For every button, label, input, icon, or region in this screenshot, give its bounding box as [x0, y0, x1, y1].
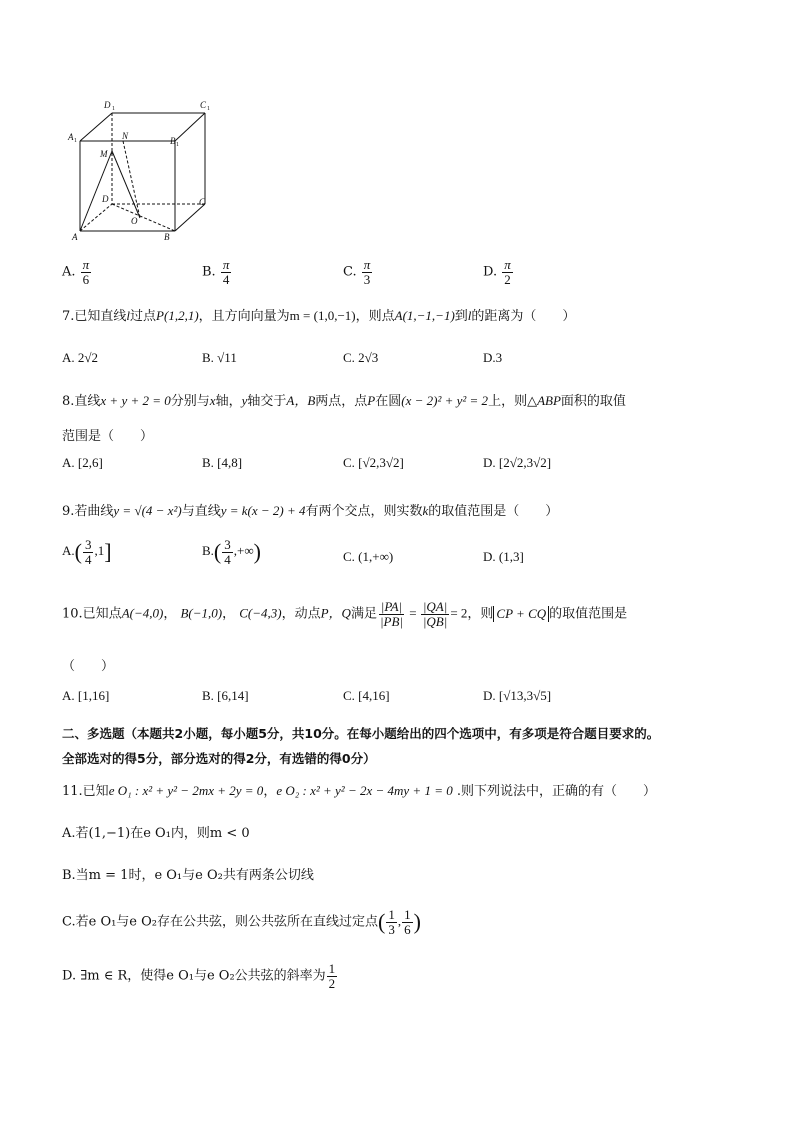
q9-line-eq: y = k(x − 2) + 4 [220, 503, 306, 518]
q9-a-den: 4 [84, 551, 92, 567]
q11-d-num: 1 [328, 961, 336, 976]
q11-circle2: e O₂ : x² + y² − 2x − 4my + 1 = 0 [276, 783, 453, 798]
q7-option-d: D.3 [483, 350, 503, 365]
q8-t7: 上，则△ [488, 394, 538, 409]
q7-l2: l [467, 308, 472, 323]
label-m: M [100, 149, 108, 159]
q11-option-a: A.若(1,−1)在e O₁内，则m < 0 [62, 826, 250, 841]
q10-f1-den: |PB| [379, 613, 403, 629]
q8-t8: 面积的取值 [560, 394, 626, 409]
q8-abp: ABP [537, 393, 561, 408]
q6-a-num: π [82, 257, 90, 272]
label-d1: D [104, 100, 111, 110]
q9-stem [62, 500, 558, 519]
q6-d-num: π [504, 257, 511, 272]
q11-option-c: C.若e O₁与e O₂存在公共弦，则公共弦所在直线过定点( $\frac{1}{3}$ , $\frac{1}{6}$ ) [62, 907, 421, 937]
q6-option-c-letter: C. [343, 264, 357, 280]
q10-eq2: = 2 [450, 605, 468, 621]
q8-t4: 轴交于 [247, 394, 287, 409]
q8-circle-eq: (x − 2)² + y² = 2 [401, 393, 489, 408]
section2-heading-line2: 全部选对的得5分，部分选对的得2分，有选错的得0分） [62, 751, 376, 766]
q11-circle1: e O₁ : x² + y² − 2mx + 2y = 0 [108, 783, 264, 798]
q8-x: x [209, 393, 216, 408]
q7-option-b: B. √11 [202, 350, 237, 365]
q10-f2-den: |QB| [422, 613, 448, 629]
q7-stem [62, 305, 575, 324]
q10-t4: ，则 [467, 606, 494, 622]
q10-option-a: A. [1,16] [62, 688, 110, 703]
q7-t5: 到 [454, 309, 468, 324]
q10-t2: ，动点 [281, 606, 321, 622]
q6-option-b [202, 258, 232, 286]
label-d1-sub: 1 [112, 106, 115, 112]
q9-option-a: A.( $\frac{3}{4}$ ,1] [62, 537, 112, 567]
q11-t2: .则下列说法中，正确的有（ ） [452, 784, 656, 799]
q8-p: P [367, 393, 376, 408]
q8-option-b: B. [4,8] [202, 455, 243, 470]
q9-option-c: C. (1,+∞) [343, 549, 394, 564]
label-b1: B [170, 136, 176, 146]
q10-option-d: D. [√13,3√5] [483, 688, 552, 703]
q9-a-num: 3 [84, 537, 92, 552]
q7-t6: 的距离为（ ） [471, 309, 576, 324]
q11-option-b: B.当m = 1时，e O₁与e O₂共有两条公切线 [62, 868, 314, 883]
q10-option-b: B. [6,14] [202, 688, 249, 703]
q11-option-d [62, 962, 338, 990]
q10-t3: 满足 [350, 606, 377, 622]
q6-b-num: π [222, 257, 230, 272]
q11-d-den: 2 [328, 975, 336, 991]
label-b1-sub: 1 [176, 142, 179, 148]
q9-curve-eq: y = √(4 − x²) [113, 503, 182, 518]
label-b: B [164, 232, 170, 242]
q9-t2: 与直线 [181, 504, 221, 519]
q10-option-c: C. [4,16] [343, 688, 390, 703]
q10-point-b: B(−1,0) [180, 605, 223, 621]
q11-d-text: D. ∃m ∈ R，使得e O₁与e O₂公共弦的斜率为 [62, 968, 326, 984]
q8-option-d: D. [2√2,3√2] [483, 455, 552, 470]
q8-option-a: A. [2,6] [62, 455, 103, 470]
q6-option-a [62, 258, 92, 286]
q7-point-p: P(1,2,1) [156, 308, 199, 323]
q11-c-d2: 6 [404, 921, 411, 937]
label-n: N [122, 131, 129, 141]
q8-t1: 8.直线 [62, 394, 101, 409]
q9-b-num: 3 [224, 537, 231, 552]
q6-a-den: 6 [82, 271, 90, 287]
q8-ab: A，B [286, 393, 316, 408]
label-d: D [102, 194, 109, 204]
q9-b-den: 4 [224, 551, 231, 567]
q8-options [62, 455, 762, 479]
q10-point-a: A(−4,0) [121, 605, 164, 621]
q9-t1: 9.若曲线 [62, 504, 114, 519]
q6-d-den: 2 [504, 271, 511, 287]
q8-t6: 在圆 [375, 394, 402, 409]
q11-stem: 11.已知e O₁ : x² + y² − 2mx + 2y = 0，e O₂ : x² + y² − 2x − 4my + 1 = 0 .则下列说法中，正确的有（ ） [62, 783, 656, 799]
q11-c-n1: 1 [388, 907, 395, 922]
q10-point-c: C(−4,3) [239, 605, 282, 621]
q9-t4: 的取值范围是（ ） [428, 504, 559, 519]
q8-t5: 两点，点 [315, 394, 368, 409]
q6-c-num: π [363, 257, 371, 272]
q6-option-c [343, 258, 373, 286]
q9-option-d: D. (1,3] [483, 549, 524, 564]
q10-t5: 的取值范围是 [549, 606, 628, 622]
q10-stem-line2: （ ） [62, 659, 115, 674]
q7-t1: 7.已知直线 [62, 309, 127, 324]
label-o: O [131, 216, 138, 226]
label-a: A [72, 232, 78, 242]
label-a1-sub: 1 [74, 138, 77, 144]
q9-a-tail: ,1 [94, 543, 105, 559]
q8-stem [62, 390, 626, 409]
q6-options [62, 258, 762, 294]
label-c1: C [200, 100, 207, 110]
q6-option-d [483, 258, 514, 286]
label-c: C [199, 197, 206, 207]
q10-t1: 10.已知点 [62, 606, 122, 622]
q8-option-c: C. [√2,3√2] [343, 455, 404, 470]
q9-option-b: B.( $\frac{3}{4}$ ,+∞) [202, 537, 261, 567]
label-a1: A [68, 132, 74, 142]
section2-heading-line1: 二、多选题（本题共2小题，每小题5分，共10分。在每小题给出的四个选项中，有多项是符合题目要求的。 [62, 726, 660, 741]
q11-c-d1: 3 [388, 921, 395, 937]
q9-k: k [422, 503, 429, 518]
q10-stem: 10.已知点A(−4,0)， B(−1,0)， C(−4,3)，动点P，Q满足 $\frac{|PA|}{|PB|}$ = $\frac{|QA|}{|QB|}$ = 2，则 CP + CQ 的取值范围是 [62, 599, 628, 629]
q7-l: l [126, 308, 131, 323]
q7-t2: 过点 [130, 309, 157, 324]
q7-option-a: A. 2√2 [62, 350, 99, 365]
q11-t1: 11.已知 [62, 784, 109, 799]
q6-option-b-letter: B. [202, 264, 216, 280]
q7-point-a: A(1,−1,−1) [394, 308, 455, 323]
q7-option-c: C. 2√3 [343, 350, 379, 365]
q7-t4: ，则点 [355, 309, 395, 324]
q7-vector: m = (1,0,−1) [289, 308, 356, 323]
q10-options [62, 688, 762, 712]
q6-option-d-letter: D. [483, 264, 498, 280]
q9-b-letter: B. [202, 543, 214, 559]
cube-figure [60, 96, 220, 246]
q8-t3: 轴， [215, 394, 242, 409]
q9-options [62, 538, 762, 578]
q8-t2: 分别与 [170, 394, 210, 409]
q8-line-eq: x + y + 2 = 0 [100, 393, 171, 408]
q9-t3: 有两个交点，则实数 [305, 504, 423, 519]
q6-b-den: 4 [222, 271, 230, 287]
q7-t3: ，且方向向量为 [198, 309, 290, 324]
q11-c-n2: 1 [404, 907, 411, 922]
q8-stem-line2: 范围是（ ） [62, 429, 154, 444]
q10-vector-sum: CP + CQ [493, 606, 549, 622]
q9-a-letter: A. [62, 543, 75, 559]
label-c1-sub: 1 [207, 106, 210, 112]
q6-c-den: 3 [363, 271, 371, 287]
q6-option-a-letter: A. [62, 264, 76, 280]
q10-pq: P，Q [320, 605, 351, 621]
q9-b-tail: ,+∞ [233, 543, 254, 559]
q7-options [62, 350, 762, 374]
q10-f1-num: |PA| [380, 599, 403, 614]
q8-y: y [241, 393, 248, 408]
q11-c-text: C.若e O₁与e O₂存在公共弦，则公共弦所在直线过定点 [62, 914, 379, 930]
q10-f2-num: |QA| [422, 599, 448, 614]
